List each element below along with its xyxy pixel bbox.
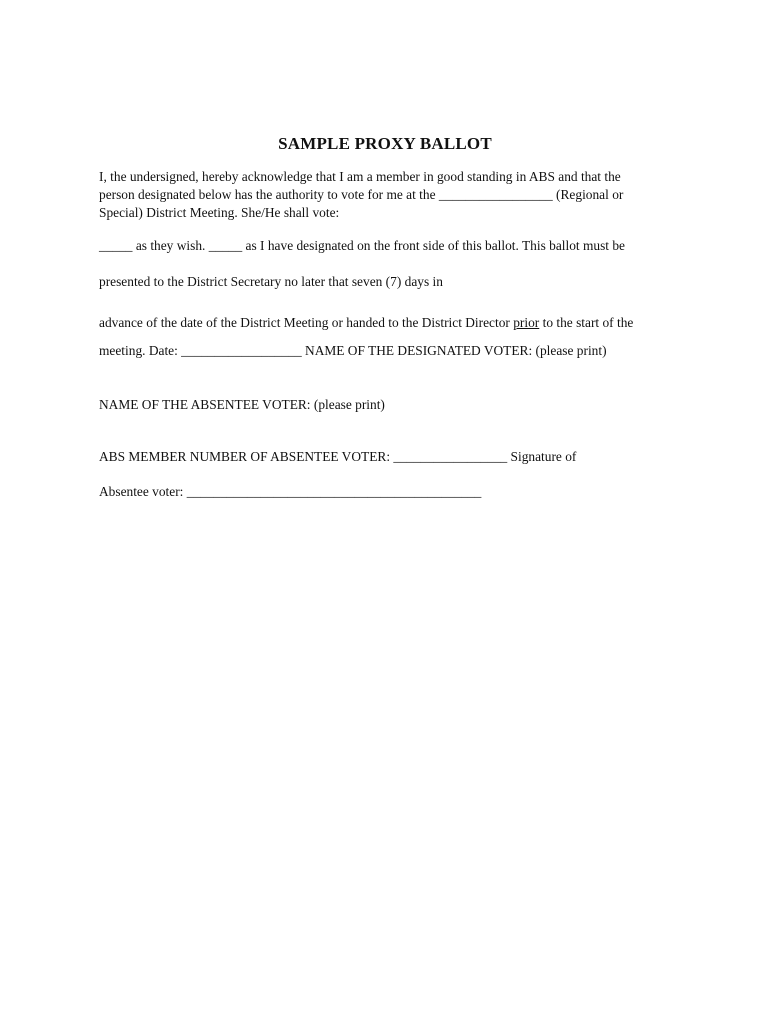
- prior-underlined-text: prior: [513, 315, 540, 330]
- vote-options-line: _____ as they wish. _____ as I have designated on the front side of this ballot. This ballot must be: [99, 238, 626, 253]
- meeting-date-line: meeting. Date: __________________ NAME OF THE DESIGNATED VOTER: (please print): [99, 343, 607, 358]
- intro-line-3: Special) District Meeting. She/He shall vote:: [99, 205, 340, 220]
- absentee-name-line: NAME OF THE ABSENTEE VOTER: (please print): [99, 397, 385, 412]
- advance-text-before: advance of the date of the District Meeting or handed to the District Director: [99, 315, 514, 330]
- deadline-line: presented to the District Secretary no later that seven (7) days in: [99, 274, 443, 289]
- document-title: SAMPLE PROXY BALLOT: [278, 134, 492, 153]
- advance-line: [99, 314, 633, 332]
- member-number-line: ABS MEMBER NUMBER OF ABSENTEE VOTER: _________________ Signature of: [99, 449, 577, 464]
- intro-line-1: I, the undersigned, hereby acknowledge that I am a member in good standing in ABS and that the: [99, 169, 621, 184]
- advance-text-after: to the start of the: [539, 315, 634, 330]
- intro-line-2: person designated below has the authority to vote for me at the _________________ (Regional or: [99, 187, 624, 202]
- signature-line: Absentee voter: ____________________________________________: [99, 484, 482, 499]
